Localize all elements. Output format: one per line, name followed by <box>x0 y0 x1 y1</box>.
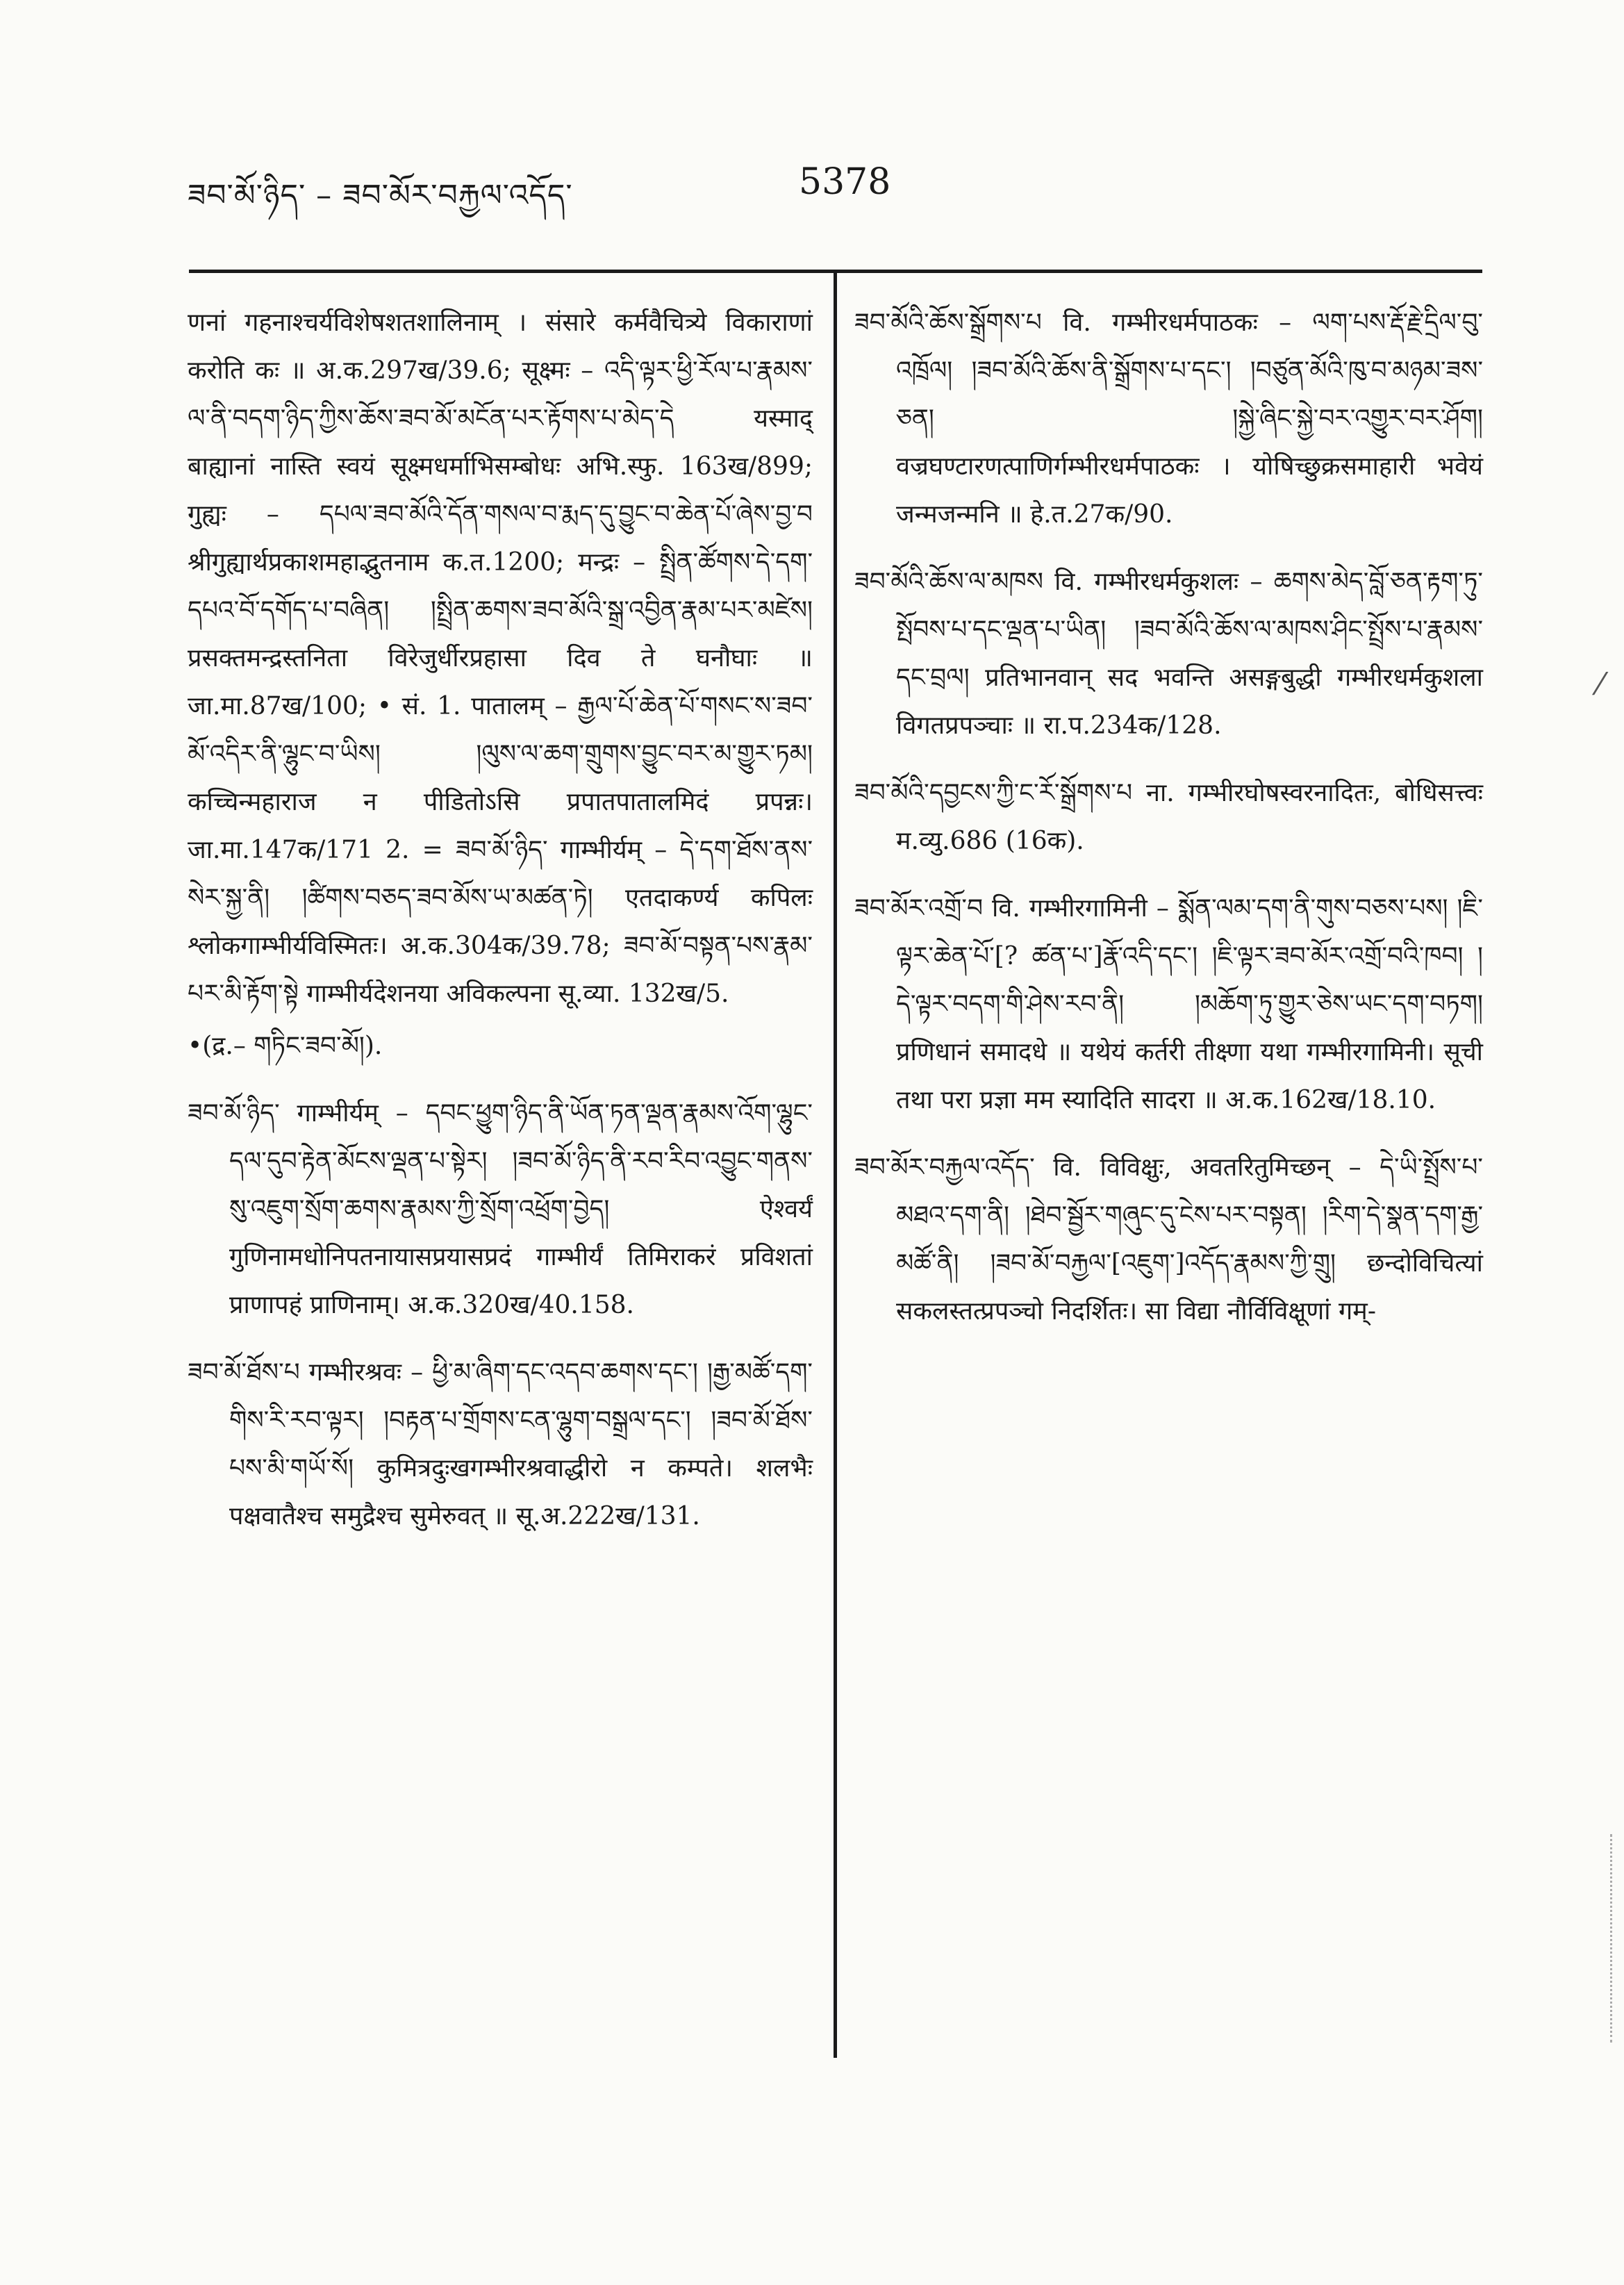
dictionary-entry: ཟབ་མོར་འགྲོ་བ वि. गम्भीरगामिनी – སྨོན་ལམ་དག་ནི་གུས་བཅས་པས། །ཇི་ལྟར་ཆེན་པོ་[? ཚན་པ་]རྣོ་འདི་དང་། །ཇི་ལྟར་ཟབ་མོར་འགྲོ་བའི་ཁབ། །དེ་ལྟར་བདག་གི་ཤེས་རབ་ནི། །མཆོག་ཏུ་གྱུར་ཅེས་ཡང་དག་བཏག། प्रणिधानं समादधे ॥ यथेयं कर्तरी तीक्ष्णा यथा गम्भीरगामिनी। सूची तथा परा प्रज्ञा मम स्यादिति सादरा ॥ अ.क.162ख/18.10. <box>854 894 1483 1114</box>
dictionary-entry: ཟབ་མོར་བརྐྱལ་འདོད་ वि. विविक्षुः, अवतरितुमिच्छन् – དེ་ཡི་སྤྲོས་པ་མཐའ་དག་ནི། །ཐེབ་སྦྱོར་གཞུང་དུ་ངེས་པར་བསྟན། །རིག་དེ་སྣན་དག་རྒྱ་མཚོ་ནི། །ཟབ་མོ་བརྐྱལ་[འཇུག་]འདོད་རྣམས་ཀྱི་གྲུ། छन्दोविचित्यां सकलस्तत्प्रपञ्चो निदर्शितः। सा विद्या नौर्विविक्षूणां गम्- <box>854 1153 1483 1326</box>
dictionary-entry: ཟབ་མོའི་དབྱངས་ཀྱི་ང་རོ་སྒྲོགས་པ ना. गम्भीरघोषस्वरनादितः, बोधिसत्त्वः म.व्यु.686 (16क). <box>854 779 1483 855</box>
dictionary-entry: ཟབ་མོ་ཐོས་པ गम्भीरश्रवः – ཕྱི་མ་ཞིག་དང་འདབ་ཆགས་དང་། །རྒྱ་མཚོ་དག་གིས་རི་རབ་ལྟར། །བརྟན་པ་གྲོགས་ངན་ལྷུག་བསྒྲལ་དང་། །ཟབ་མོ་ཐོས་པས་མི་གཡོ་སོ། कुमित्रदुःखगम्भीरश्रवाद्धीरो न कम्पते। शलभैः पक्षवातैश्च समुद्रैश्च सुमेरुवत् ॥ सू.अ.222ख/131. <box>188 1358 813 1531</box>
left-column <box>188 299 813 1544</box>
right-column <box>854 299 1483 1339</box>
dictionary-entry: ཟབ་མོའི་ཆོས་ལ་མཁས वि. गम्भीरधर्मकुशलः – ཆགས་མེད་བློ་ཅན་རྟག་ཏུ་སྤོབས་པ་དང་ལྡན་པ་ཡིན། །ཟབ་མོའི་ཆོས་ལ་མཁས་ཤིང་སྤྲོས་པ་རྣམས་དང་བྲལ། प्रतिभानवान् सद भवन्ति असङ्गबुद्धी गम्भीरधर्मकुशला विगतप्रपञ्चाः ॥ रा.प.234क/128. <box>854 568 1483 740</box>
column-divider <box>834 272 837 2058</box>
page-number: 5378 <box>799 161 891 203</box>
running-head: ཟབ་མོ་ཉིད་ – ཟབ་མོར་བརྐྱལ་འདོད་ <box>188 178 573 213</box>
entry-paragraph: णनां गहनाश्चर्यविशेषशतशालिनाम् । संसारे कर्मवैचित्र्ये विकाराणां करोति कः ॥ अ.क.297ख/39.6; सूक्ष्मः – འདི་ལྟར་ཕྱི་རོལ་པ་རྣམས་ལ་ནི་བདག་ཉིད་ཀྱིས་ཆོས་ཟབ་མོ་མངོན་པར་རྟོགས་པ་མེད་དེ यस्माद् बाह्यानां नास्ति स्वयं सूक्ष्मधर्माभिसम्बोधः अभि.स्फु. 163ख/899; गुह्यः – དཔལ་ཟབ་མོའི་དོན་གསལ་བ་རྨད་དུ་བྱུང་བ་ཆེན་པོ་ཞེས་བྱ་བ श्रीगुह्यार्थप्रकाशमहाद्भुतनाम क.त.1200; मन्द्रः – སྤྲིན་ཚོགས་དེ་དག་དཔའ་བོ་དགོད་པ་བཞིན། །སྤྲིན་ཆགས་ཟབ་མོའི་སྒྲ་འབྱིན་རྣམ་པར་མཛེས། प्रसक्तमन्द्रस्तनिता विरेजुर्धीरप्रहासा दिव ते घनौघाः ॥ जा.मा.87ख/100; • सं. 1. पातालम् – རྒྱལ་པོ་ཆེན་པོ་གསང་ས་ཟབ་མོ་འདིར་ནི་ལྷུང་བ་ཡིས། །ལུས་ལ་ཆག་གྲུགས་བྱུང་བར་མ་གྱུར་ཏམ། कच्चिन्महाराज न पीडितोऽसि प्रपातपातालमिदं प्रपन्नः। जा.मा.147क/171 2. = ཟབ་མོ་ཉིད་ गाम्भीर्यम् – དེ་དག་ཐོས་ནས་སེར་སྐྱ་ནི། །ཚིགས་བཅད་ཟབ་མོས་ཡ་མཚན་ཏེ། एतदाकर्ण्य कपिलः श्लोकगाम्भीर्यविस्मितः। अ.क.304क/39.78; ཟབ་མོ་བསྟན་པས་རྣམ་པར་མི་རྟོག་སྟེ गाम्भीर्यदेशनया अविकल्पना सू.व्या. 132ख/5. <box>188 308 813 1008</box>
margin-mark: ⁄ <box>1598 667 1603 702</box>
dictionary-entry: ཟབ་མོའི་ཆོས་སྒྲོགས་པ वि. गम्भीरधर्मपाठकः – ལག་པས་རྡོ་རྗེ་དྲིལ་བུ་འཁྲོལ། །ཟབ་མོའི་ཆོས་ནི་སྒྲོགས་པ་དང་། །བཙུན་མོའི་ཁུ་བ་མཉམ་ཟས་ཅན། །སྐྱེ་ཞིང་སྐྱེ་བར་འགྱུར་བར་ཤོག། वज्रघण्टारणत्पाणिर्गम्भीरधर्मपाठकः । योषिच्छुक्रसमाहारी भवेयं जन्मजन्मनि ॥ हे.त.27क/90. <box>854 308 1483 529</box>
cross-reference: •(द्र.– གཏིང་ཟབ་མོ།). <box>188 1032 383 1060</box>
dictionary-entry: ཟབ་མོ་ཉིད་ गाम्भीर्यम् – དབང་ཕྱུག་ཉིད་ནི་ཡོན་ཏན་ལྡན་རྣམས་འོག་ལྷུང་དལ་དུབ་རྟེན་མོངས་ལྡན་པ་སྟེར། །ཟབ་མོ་ཉིད་ནི་རབ་རིབ་འབྱུང་གནས་སུ་འཇུག་སྲོག་ཆགས་རྣམས་ཀྱི་སྲོག་འཕྲོག་བྱེད། ऐश्वर्यं गुणिनामधोनिपतनायासप्रयासप्रदं गाम्भीर्यं तिमिराकरं प्रविशतां प्राणापहं प्राणिनाम्। अ.क.320ख/40.158. <box>188 1099 813 1319</box>
scan-edge-artifact <box>1610 1834 1614 2043</box>
